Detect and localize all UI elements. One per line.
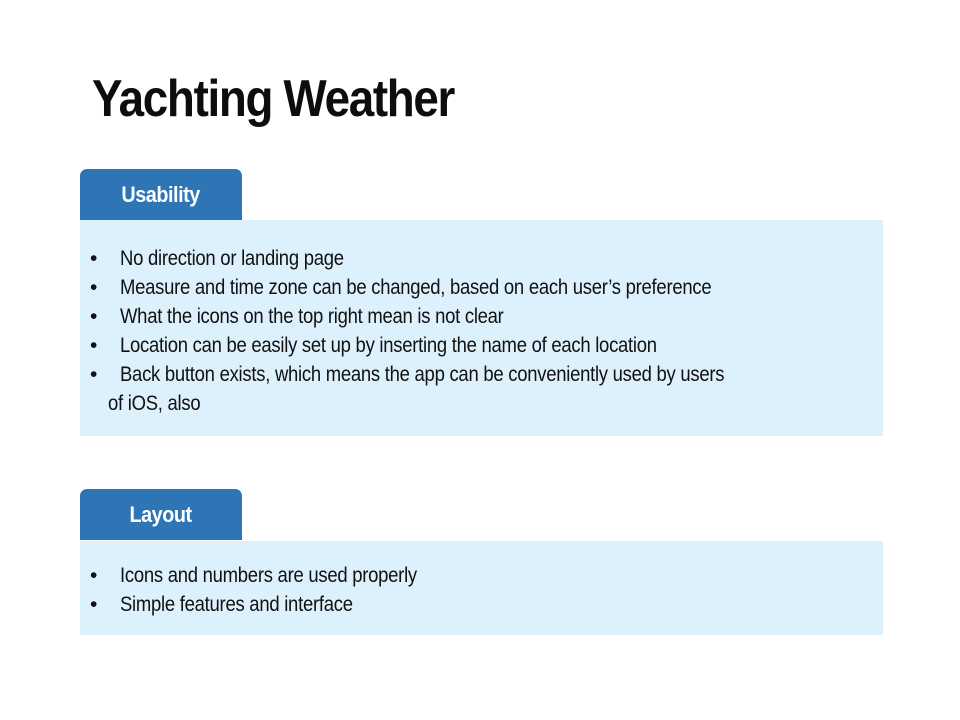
layout-bullet [80, 561, 883, 590]
bullet-dot: • [90, 305, 98, 328]
usability-bullet-text: No direction or landing page [120, 247, 344, 270]
usability-bullet-text: Measure and time zone can be changed, based on each user’s preference [120, 276, 712, 299]
bullet-dot: • [90, 363, 98, 386]
bullet-dot: • [90, 247, 98, 270]
bullet-dot: • [90, 593, 98, 616]
usability-panel [80, 220, 883, 436]
bullet-dot: • [90, 334, 98, 357]
usability-bullet [80, 360, 883, 418]
slide-title: Yachting Weather [92, 70, 455, 128]
usability-bullet-text: Back button exists, which means the app can be conveniently used by users [120, 363, 725, 386]
usability-bullet [80, 273, 883, 302]
layout-bullet-list [80, 561, 883, 619]
usability-bullet [80, 331, 883, 360]
usability-bullet-text: Location can be easily set up by inserting the name of each location [120, 334, 657, 357]
bullet-dot: • [90, 276, 98, 299]
layout-panel [80, 541, 883, 635]
usability-bullet-continuation: of iOS, also [108, 392, 201, 415]
layout-bullet-text: Simple features and interface [120, 593, 353, 616]
layout-tab [80, 489, 242, 540]
bullet-dot: • [90, 564, 98, 587]
usability-tab [80, 169, 242, 220]
usability-bullet-text: What the icons on the top right mean is not clear [120, 305, 504, 328]
usability-bullet-list [80, 244, 883, 418]
usability-bullet [80, 244, 883, 273]
layout-bullet-text: Icons and numbers are used properly [120, 564, 417, 587]
layout-bullet [80, 590, 883, 619]
usability-tab-label: Usability [121, 182, 201, 207]
usability-bullet [80, 302, 883, 331]
layout-tab-label: Layout [129, 502, 193, 527]
